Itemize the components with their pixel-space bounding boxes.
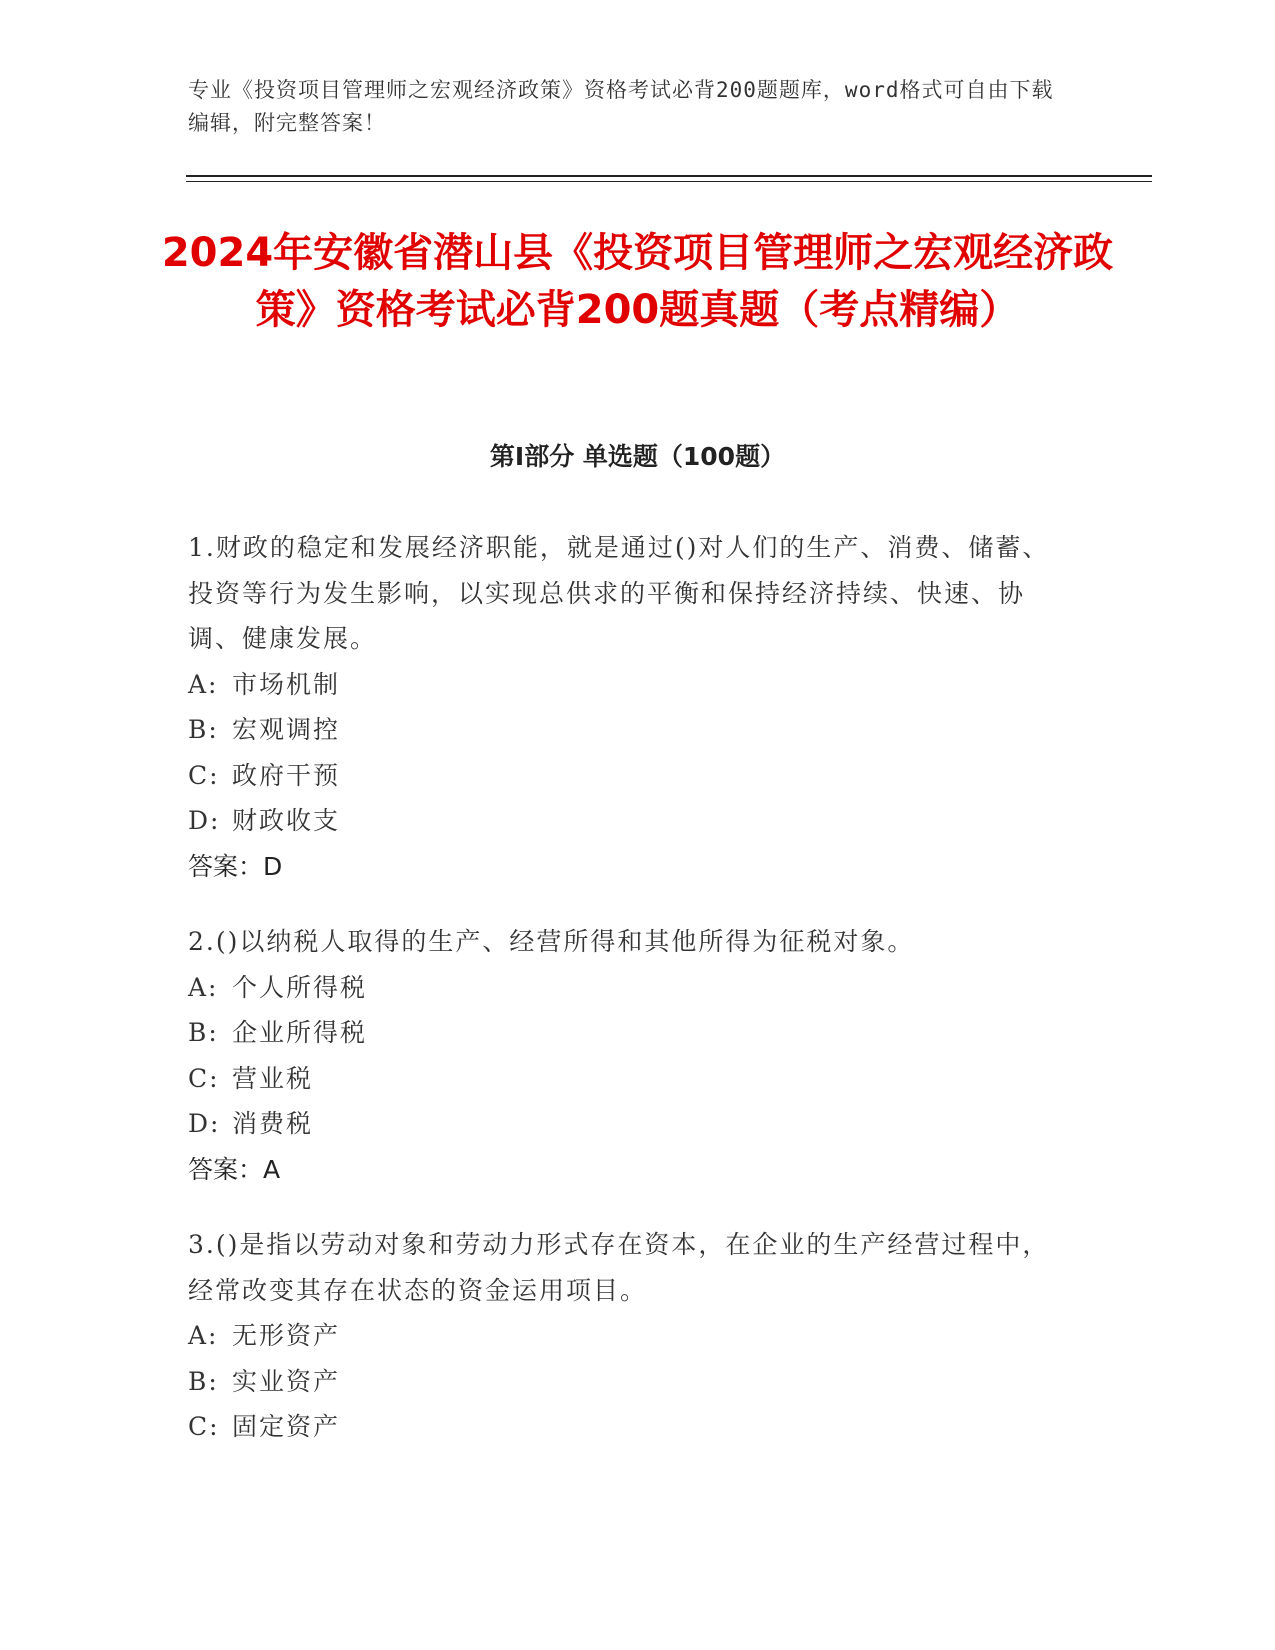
option-text: 消费税 <box>232 1109 314 1138</box>
option-key: C: <box>188 1063 220 1093</box>
option-text: 无形资产 <box>232 1321 341 1350</box>
option-text: 政府干预 <box>232 760 341 790</box>
option-text: 财政收支 <box>232 806 341 835</box>
question-1 <box>188 525 1068 889</box>
option-c <box>188 753 1068 799</box>
option-b <box>188 1010 1068 1056</box>
option-key: C: <box>188 1412 220 1441</box>
question-text: 3.()是指以劳动对象和劳动力形式存在资本，在企业的生产经营过程中，经常改变其存在状态的资金运用项目。 <box>188 1230 1050 1305</box>
question-text: 1.财政的稳定和发展经济职能，就是通过()对人们的生产、消费、储蓄、投资等行为发生影响，以实现总供求的平衡和保持经济持续、快速、协调、健康发展。 <box>188 533 1050 653</box>
option-b <box>188 1359 1068 1405</box>
option-key: D: <box>188 1109 221 1138</box>
question-2 <box>188 919 1068 1192</box>
option-text: 市场机制 <box>232 669 341 699</box>
option-d <box>188 798 1068 844</box>
answer: 答案：A <box>188 1154 281 1184</box>
section-heading: 第I部分 单选题（100题） <box>489 442 786 471</box>
question-text: 2.()以纳税人取得的生产、经营所得和其他所得为征税对象。 <box>188 927 915 956</box>
option-key: B: <box>188 1018 219 1047</box>
option-text: 固定资产 <box>232 1412 341 1441</box>
document-title: 2024年安徽省潜山县《投资项目管理师之宏观经济政策》资格考试必背200题真题（考点精编） <box>161 230 1114 333</box>
option-key: D: <box>188 806 221 835</box>
option-c <box>188 1056 1068 1102</box>
option-a <box>188 662 1068 708</box>
option-key: B: <box>188 715 219 744</box>
question-3 <box>188 1222 1068 1450</box>
option-c <box>188 1404 1068 1450</box>
option-a <box>188 1313 1068 1359</box>
header-rule-thin <box>186 181 1152 182</box>
option-key: B: <box>188 1366 219 1396</box>
option-key: A: <box>188 669 219 699</box>
header-rule-thick <box>186 175 1152 177</box>
option-key: A: <box>188 1321 219 1350</box>
option-text: 个人所得税 <box>232 972 368 1002</box>
answer: 答案：D <box>188 851 283 881</box>
header-note: 专业《投资项目管理师之宏观经济政策》资格考试必背200题题库，word格式可自由下载编辑，附完整答案！ <box>188 78 1054 135</box>
option-d <box>188 1101 1068 1147</box>
option-text: 营业税 <box>232 1063 314 1093</box>
option-text: 宏观调控 <box>232 715 341 744</box>
option-a <box>188 965 1068 1011</box>
option-key: A: <box>188 972 219 1002</box>
question-list <box>188 525 1068 1480</box>
option-b <box>188 707 1068 753</box>
option-text: 企业所得税 <box>232 1018 368 1047</box>
option-text: 实业资产 <box>232 1366 341 1396</box>
option-key: C: <box>188 760 220 790</box>
